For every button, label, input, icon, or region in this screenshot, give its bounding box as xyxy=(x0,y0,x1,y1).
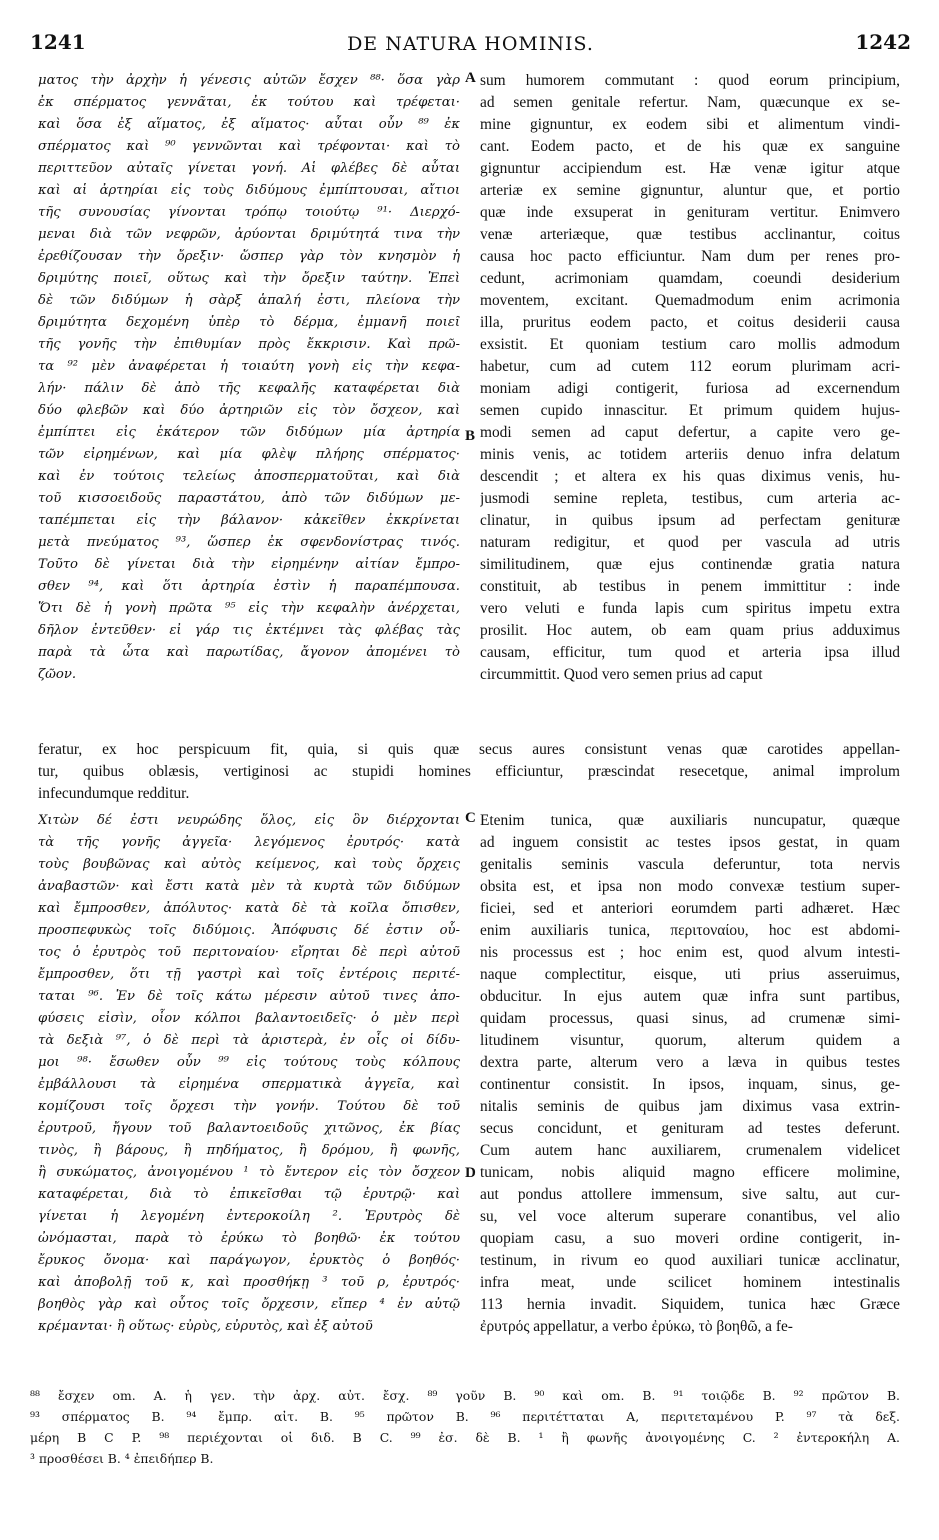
text-line: ἐρεθίζουσαν τὴν ὄρεξιν· ὥσπερ γὰρ τὸν κνησμὸν ἡ xyxy=(38,249,460,264)
margin-marker-d: D xyxy=(465,1165,476,1181)
text-line: aut pondus attollere immensum, sive saltu, aut cur- xyxy=(480,1186,900,1203)
text-line: moniam adigi contigerit, furiosa ad excernendum xyxy=(480,380,900,397)
text-line: gignuntur accipiendum est. Hæ venæ igitur atque xyxy=(480,160,900,177)
text-line: δριμύτητα δεχομένη ὑπὲρ τὸ δέρμα, ἐμμανῆ ποιεῖ xyxy=(38,315,460,330)
text-line: δὲ τῶν διδύμων ἡ σὰρξ ἁπαλή ἐστι, πλείονα τὴν xyxy=(38,293,460,308)
text-line: ἔρυκος ὄνομα· καὶ παράγωγον, ἐρυκτὸς ὁ βοηθός· xyxy=(38,1253,460,1268)
text-line: circummittit. Quod vero semen prius ad caput xyxy=(480,666,763,683)
text-line: cedunt, acrimoniam quamdam, coeundi desiderium xyxy=(480,270,900,287)
text-line: Χιτὼν δέ ἐστι νευρώδης ὅλος, εἰς ὃν διέρχονται xyxy=(38,813,460,828)
text-line: ἐρυτρός appellatur, a verbo ἐρύκω, τὸ βοηθῶ, a fe- xyxy=(480,1318,793,1335)
text-line: μετὰ πνεύματος ⁹³, ὥσπερ ἐκ σφενδονίστρας τινός. xyxy=(38,535,460,550)
text-line: tur, quibus oblæsis, vertiginosi ac stupidi homines efficiuntur, præscindat resecetque, animal improlum xyxy=(38,763,900,780)
text-line: similitudinem, quæ ejus continendæ gratia natura xyxy=(480,556,900,573)
page-number-left: 1241 xyxy=(30,30,86,54)
text-line: ταπέμπεται εἰς τὴν βάλανον· κἀκεῖθεν ἐκκρίνεται xyxy=(38,513,460,528)
text-line: 113 hernia invadit. Siquidem, tunica hæc Græce xyxy=(480,1296,900,1313)
text-line: τοῦ κισσοειδοῦς παραστάτου, ἀπὸ τῶν διδύμων με- xyxy=(38,491,460,506)
text-line: quidam processus, quasi sinus, ad crumenæ simi- xyxy=(480,1010,900,1027)
text-line: jusmodi semine repleta, testibus, cum arteria ac- xyxy=(480,490,900,507)
margin-marker-c: C xyxy=(465,810,476,826)
text-line: nitalis seminis de quibus jam diximus vasa extrin- xyxy=(480,1098,900,1115)
text-line: παρὰ τὰ ὦτα καὶ παρωτίδας, ἄγονον ἀπομένει τὸ xyxy=(38,645,460,660)
text-line: σπέρματος καὶ ⁹⁰ γεννῶνται καὶ τρέφονται· καὶ τὸ xyxy=(38,139,460,154)
text-line: clinatur, in quibus ipsum ad perfectam genituræ xyxy=(480,512,900,529)
text-line: φύσεις εἰσὶν, οἷον κόλποι βαλαντοειδεῖς· ὁ μὲν περὶ xyxy=(38,1011,460,1026)
text-line: ζῶον. xyxy=(38,667,77,682)
text-line: τῶν εἰρημένων, καὶ μία φλὲψ πλήρης σπέρματος· xyxy=(38,447,460,462)
text-line: vero veluti e funda lapis cum spiritus impetu extra xyxy=(480,600,900,617)
latin-full-width-paragraph xyxy=(38,739,900,805)
greek-column-top xyxy=(38,70,460,686)
text-line: constituit, ab testibus in penem immittitur : inde xyxy=(480,578,900,595)
text-line: litudinem visuntur, quorum, alterum quidem a xyxy=(480,1032,900,1049)
text-line: testinum, in rivum eo quod auxiliari tunicæ acclinatur, xyxy=(480,1252,900,1269)
text-line: obsita est, et ipsa non modo convexæ testium super- xyxy=(480,878,900,895)
text-line: σθεν ⁹⁴, καὶ ὅτι ἀρτηρία ἐστὶν ἡ παραπέμπουσα. xyxy=(38,579,460,594)
text-line: arteriæ ex semine gignuntur, aluntur que, et portio xyxy=(480,182,900,199)
page-number-right: 1242 xyxy=(855,30,911,54)
text-line: Ὅτι δὲ ἡ γονὴ πρῶτα ⁹⁵ εἰς τὴν κεφαλὴν ἀνέρχεται, xyxy=(38,601,460,616)
text-line: μεναι διὰ τῶν νεφρῶν, ἀρύονται δριμύτητά τινα τὴν xyxy=(38,227,460,242)
text-line: modi semen ad caput defertur, a capite vero ge- xyxy=(480,424,900,441)
text-line: naque complectitur, eisque, uti prius asseruimus, xyxy=(480,966,900,983)
footnotes xyxy=(30,1385,900,1469)
text-line: δῆλον ἐντεῦθεν· εἰ γάρ τις ἐκτέμνει τὰς φλέβας τὰς xyxy=(38,623,460,638)
text-line: venæ arteriæque, quæ testibus acclinantur, coitus xyxy=(480,226,900,243)
latin-column-top xyxy=(480,70,900,686)
text-line: περιττεῦον αὐταῖς γίνεται γονή. Αἱ φλέβες δὲ αὗται xyxy=(38,161,460,176)
text-line: καὶ ἀποβολῇ τοῦ κ, καὶ προσθήκῃ ³ τοῦ ρ, ἐρυτρός· xyxy=(38,1275,460,1290)
text-line: obducitur. In ejus autem quæ infra sunt partibus, xyxy=(480,988,900,1005)
text-line: τῆς γονῆς τὴν ἐπιθυμίαν πρὸς ἔκκρισιν. Καὶ πρῶ- xyxy=(38,337,460,352)
text-line: tunicam, nobis aliquid magno efficere molimine, xyxy=(480,1164,900,1181)
text-line: moventem, excitant. Quemadmodum enim acrimonia xyxy=(480,292,900,309)
text-line: prosilit. Hoc autem, ob eam quam prius adduximus xyxy=(480,622,900,639)
text-line: enim auxiliaris tunica, περιτοναίου, hoc est abdomi- xyxy=(480,922,900,939)
text-line: dextra parte, alterum vero a læva in quibus testes xyxy=(480,1054,900,1071)
text-line: ad semen genitale refertur. Nam, quæcunque ex se- xyxy=(480,94,900,111)
text-line: ἢ συκώματος, ἀνοιγομένου ¹ τὸ ἔντερον εἰς τὸν ὄσχεον xyxy=(38,1165,460,1180)
text-line: καὶ ἔμπροσθεν, ἀπόλυτος· κατὰ δὲ τὰ κοῖλα ὄπισθεν, xyxy=(38,901,460,916)
text-line: quopiam casu, a suo moveri ordine contigerit, in- xyxy=(480,1230,900,1247)
text-line: ἐκ σπέρματος γεννᾶται, ἐκ τούτου καὶ τρέφεται· xyxy=(38,95,460,110)
text-line: nis processus est ; hoc enim est, quod alvum intesti- xyxy=(480,944,900,961)
text-line: naturam redigitur, et quod per vascula ad utris xyxy=(480,534,900,551)
text-line: infecundumque redditur. xyxy=(38,785,190,802)
text-line: minis venis, ac totidem arteriis denuo infra delatum xyxy=(480,446,900,463)
text-line: Cum autem hanc auxiliarem, crumenalem videlicet xyxy=(480,1142,900,1159)
text-line: semen cupido innascitur. Et primum quidem hujus- xyxy=(480,402,900,419)
text-line: Etenim tunica, quæ auxiliaris nuncupatur, quæque xyxy=(480,812,900,829)
text-line: causa hoc pacto efficiuntur. Nam dum per renes pro- xyxy=(480,248,900,265)
latin-column-bottom xyxy=(480,810,900,1338)
text-line: μέρη B C P. ⁹⁸ περιέχονται οἱ διδ. B C. ⁹⁹ ἐσ. δὲ B. ¹ ἢ φωνῆς ἀνοιγομένης C. ² ἐντεροκήλη A. xyxy=(30,1430,900,1445)
text-line: ἀναβαστῶν· καὶ ἔστι κατὰ μὲν τὰ κυρτὰ τῶν διδύμων xyxy=(38,879,460,894)
text-line: γίνεται ἡ λεγομένη ἐντεροκοίλη ². Ἐρυτρὸς δὲ xyxy=(38,1209,460,1224)
text-line: καὶ αἱ ἀρτηρίαι εἰς τοὺς διδύμους ἐμπίπτουσαι, αἴτιοι xyxy=(38,183,460,198)
text-line: exsistit. Et quoniam testium caro mollis admodum xyxy=(480,336,900,353)
text-line: infra meat, unde scilicet hominem intestinalis xyxy=(480,1274,900,1291)
text-line: sum humorem commutant : quod eorum principium, xyxy=(480,72,900,89)
text-line: illa, pruritus eodem pacto, et coitus desiderii causa xyxy=(480,314,900,331)
text-line: μοι ⁹⁸· ἔσωθεν οὖν ⁹⁹ εἰς τούτους τοὺς κόλπους xyxy=(38,1055,460,1070)
text-line: ⁹³ σπέρματος B. ⁹⁴ ἔμπρ. αἰτ. B. ⁹⁵ πρῶτον B. ⁹⁶ περιτέτταται A, περιτεταμένου P. ⁹⁷ τὰ δεξ. xyxy=(30,1409,900,1424)
text-line: κομίζουσι τοῖς ὄρχεσι τὴν γονήν. Τούτου δὲ τοῦ xyxy=(38,1099,460,1114)
text-line: λήν· πάλιν δὲ ἀπὸ τῆς κεφαλῆς καταφέρεται διὰ xyxy=(38,381,460,396)
text-line: descendit ; et altera ex his quas diximus venis, hu- xyxy=(480,468,900,485)
text-line: cant. Eodem pacto, et de his quæ ex sanguine xyxy=(480,138,900,155)
text-line: κρέμανται· ἢ οὕτως· εὐρὺς, εὐρυτὸς, καὶ ἐξ αὐτοῦ xyxy=(38,1319,373,1334)
text-line: ³ προσθέσει B. ⁴ ἐπειδήπερ B. xyxy=(30,1451,214,1466)
text-line: continentur consistit. In ipsos, inquam, sinus, ge- xyxy=(480,1076,900,1093)
text-line: καὶ ἐν τούτοις τελείως ἀποσπερματοῦται, καὶ διὰ xyxy=(38,469,460,484)
text-line: καὶ ὅσα ἐξ αἵματος, ἐξ αἵματος· αὗται οὖν ⁸⁹ ἐκ xyxy=(38,117,460,132)
text-line: quæ inde exsuperat in genituram vertitur. Enimvero xyxy=(480,204,900,221)
text-line: προσπεφυκὼς τοῖς διδύμοις. Ἀπόφυσις δέ ἐστιν οὗ- xyxy=(38,923,460,938)
text-line: ὠνόμασται, παρὰ τὸ ἐρύκω τὸ βοηθῶ· ἐκ τούτου xyxy=(38,1231,460,1246)
text-line: ἐρυτροῦ, ἤγουν τοῦ βαλαντοειδοῦς χιτῶνος, ἐκ βίας xyxy=(38,1121,460,1136)
running-title: DE NATURA HOMINIS. xyxy=(347,33,594,55)
text-line: mine gignuntur, ex eodem sibi et alimentum vindi- xyxy=(480,116,900,133)
margin-marker-b: B xyxy=(465,428,476,444)
text-line: feratur, ex hoc perspicuum fit, quia, si quis quæ secus aures consistunt venas quæ carotides appellan- xyxy=(38,741,900,758)
text-line: causam, efficitur, tum quod et arteria ipsa illud xyxy=(480,644,900,661)
text-line: ἐμπίπτει εἰς ἑκάτερον τῶν διδύμων μία ἀρτηρία xyxy=(38,425,460,440)
text-line: Τοῦτο δὲ γίνεται διὰ τὴν εἰρημένην αἰτίαν ἔμπρο- xyxy=(38,557,460,572)
greek-column-bottom xyxy=(38,810,460,1338)
margin-marker-a: A xyxy=(465,70,476,86)
text-line: ἐμβάλλουσι τὰ εἰρημένα σπερματικὰ ἀγγεῖα, καὶ xyxy=(38,1077,460,1092)
text-line: τινὸς, ἢ βάρους, ἢ πηδήματος, ἢ δρόμου, ἢ φωνῆς, xyxy=(38,1143,460,1158)
text-line: τοὺς βουβῶνας καὶ αὐτὸς κείμενος, καὶ τοὺς ὄρχεις xyxy=(38,857,460,872)
text-line: ficiei, sed et anteriori eorumdem parti adhæret. Hæc xyxy=(480,900,900,917)
text-line: habetur, cum ad cutem 112 eorum plurimam acri- xyxy=(480,358,900,375)
text-line: ματος τὴν ἀρχὴν ἡ γένεσις αὐτῶν ἔσχεν ⁸⁸· ὅσα γὰρ xyxy=(38,73,460,88)
text-line: genitalis seminis vascula deferuntur, tota nervis xyxy=(480,856,900,873)
text-line: καταφέρεται, διὰ τὸ ἐπικεῖσθαι τῷ ἐρυτρῷ· καὶ xyxy=(38,1187,460,1202)
text-line: τῆς συνουσίας γίνονται τρόπῳ τοιούτῳ ⁹¹· Διερχό- xyxy=(38,205,460,220)
page-header xyxy=(30,30,911,54)
text-line: βοηθὸς γὰρ καὶ οὗτος τοῖς ὄρχεσιν, εἴπερ ⁴ ἐν αὐτῷ xyxy=(38,1297,460,1312)
text-line: δύο φλεβῶν καὶ δύο ἀρτηριῶν εἰς τὸν ὄσχεον, καὶ xyxy=(38,403,460,418)
text-line: ἔμπροσθεν, ὅτι τῇ γαστρὶ καὶ τοῖς ἐντέροις περιτέ- xyxy=(38,967,460,982)
text-line: su, vel voce alterum superare conantibus, vel alio xyxy=(480,1208,900,1225)
text-line: τα ⁹² μὲν ἀναφέρεται ἡ τοιαύτη γονὴ εἰς τὴν κεφα- xyxy=(38,359,460,374)
text-line: τὰ τῆς γονῆς ἀγγεῖα· λεγόμενος ἐρυτρός· κατὰ xyxy=(38,835,460,850)
text-line: ταται ⁹⁶. Ἐν δὲ τοῖς κάτω μέρεσιν αὐτοῦ τινες ἀπο- xyxy=(38,989,460,1004)
text-line: secus concidunt, et genituram ad testes deferunt. xyxy=(480,1120,900,1137)
text-line: ⁸⁸ ἔσχεν om. A. ἡ γεν. τὴν ἀρχ. αὐτ. ἔσχ. ⁸⁹ γοῦν B. ⁹⁰ καὶ om. B. ⁹¹ τοιῷδε B. ⁹² πρῶτον B. xyxy=(30,1388,900,1403)
text-line: δριμύτης ποιεῖ, οὕτως καὶ τὴν ὄρεξιν ταύτην. Ἐπεὶ xyxy=(38,271,460,286)
text-line: ad inguem consistit ac testes ipsos gestat, in quam xyxy=(480,834,900,851)
text-line: τος ὁ ἐρυτρὸς τοῦ περιτοναίου· εἴρηται δὲ περὶ αὐτοῦ xyxy=(38,945,460,960)
text-line: τὰ δεξιὰ ⁹⁷, ὁ δὲ περὶ τὰ ἀριστερὰ, ἐν οἷς οἱ δίδυ- xyxy=(38,1033,460,1048)
